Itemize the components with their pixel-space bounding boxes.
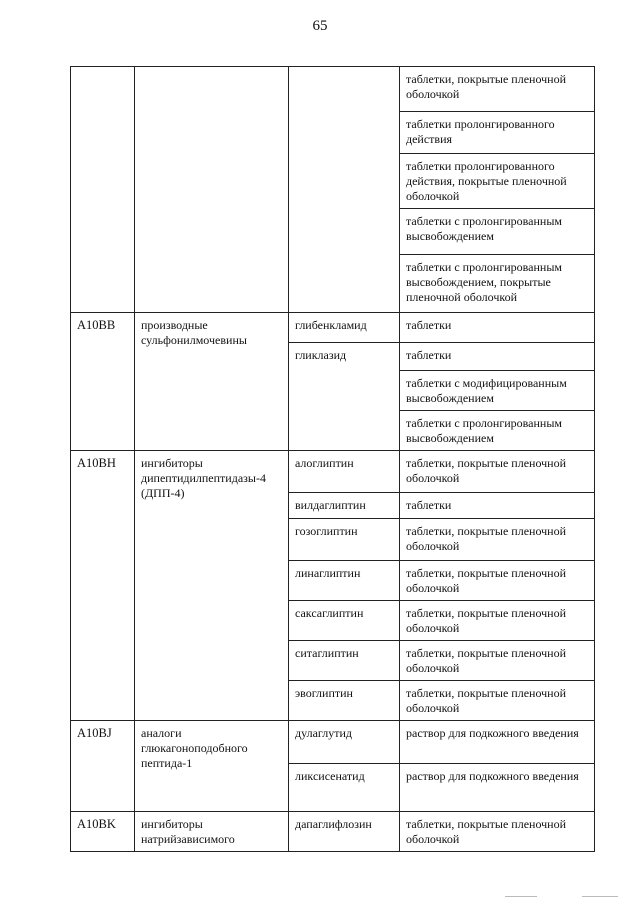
group-cell <box>135 67 289 313</box>
form-cell: раствор для подкожного введения <box>400 764 595 812</box>
form-cell: таблетки с пролонгированным высвобождением, покрытые пленочной оболочкой <box>400 255 595 313</box>
form-cell: таблетки, покрытые пленочной оболочкой <box>400 641 595 681</box>
group-cell: ингибиторы натрийзависимого <box>135 812 289 852</box>
group-cell: ингибиторы дипептидилпептидазы-4 (ДПП-4) <box>135 451 289 721</box>
code-cell: A10BJ <box>71 721 135 812</box>
form-cell: таблетки пролонгированного действия, покрытые пленочной оболочкой <box>400 154 595 209</box>
table-row <box>71 812 595 852</box>
form-cell: таблетки с модифицированным высвобождением <box>400 371 595 411</box>
drug-cell: вилдаглиптин <box>289 493 400 519</box>
form-cell: таблетки <box>400 313 595 343</box>
scan-artifact <box>505 896 537 897</box>
drug-cell: ситаглиптин <box>289 641 400 681</box>
table-row <box>71 313 595 343</box>
drug-cell <box>289 67 400 313</box>
drug-cell: эвоглиптин <box>289 681 400 721</box>
drug-cell: ликсисенатид <box>289 764 400 812</box>
scan-artifact <box>582 896 618 897</box>
drug-cell: гозоглиптин <box>289 519 400 561</box>
drug-cell: саксаглиптин <box>289 601 400 641</box>
form-cell: таблетки, покрытые пленочной оболочкой <box>400 681 595 721</box>
form-cell: таблетки, покрытые пленочной оболочкой <box>400 67 595 112</box>
code-cell: A10BK <box>71 812 135 852</box>
table-row <box>71 67 595 112</box>
code-cell: A10BB <box>71 313 135 451</box>
form-cell: таблетки <box>400 493 595 519</box>
form-cell: таблетки, покрытые пленочной оболочкой <box>400 601 595 641</box>
drug-cell: гликлазид <box>289 343 400 451</box>
form-cell: таблетки <box>400 343 595 371</box>
drug-cell: линаглиптин <box>289 561 400 601</box>
form-cell: таблетки, покрытые пленочной оболочкой <box>400 812 595 852</box>
form-cell: таблетки, покрытые пленочной оболочкой <box>400 451 595 493</box>
page-number: 65 <box>312 18 328 34</box>
group-cell: производные сульфонилмочевины <box>135 313 289 451</box>
form-cell: раствор для подкожного введения <box>400 721 595 764</box>
table-row <box>71 451 595 493</box>
drug-cell: дулаглутид <box>289 721 400 764</box>
drug-cell: алоглиптин <box>289 451 400 493</box>
form-cell: таблетки, покрытые пленочной оболочкой <box>400 561 595 601</box>
drug-cell: глибенкламид <box>289 313 400 343</box>
drug-cell: дапаглифлозин <box>289 812 400 852</box>
form-cell: таблетки с пролонгированным высвобождением <box>400 411 595 451</box>
code-cell <box>71 67 135 313</box>
drug-table <box>70 66 595 852</box>
form-cell: таблетки пролонгированного действия <box>400 112 595 154</box>
table-row <box>71 721 595 764</box>
form-cell: таблетки, покрытые пленочной оболочкой <box>400 519 595 561</box>
code-cell: A10BH <box>71 451 135 721</box>
group-cell: аналоги глюкагоноподобного пептида-1 <box>135 721 289 812</box>
form-cell: таблетки с пролонгированным высвобождением <box>400 209 595 255</box>
